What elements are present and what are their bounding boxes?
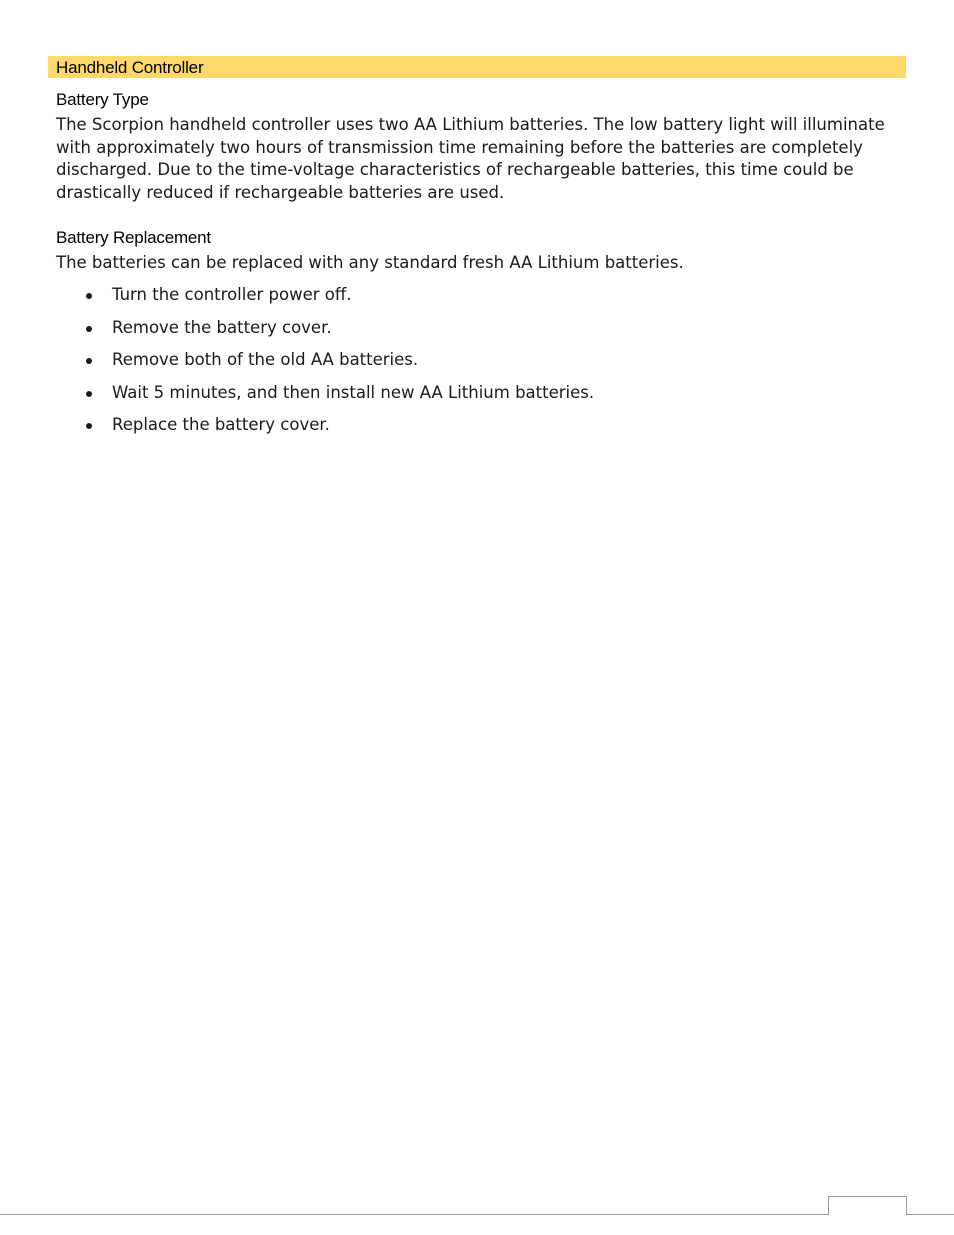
section-title: Handheld Controller: [56, 58, 204, 77]
footer-rule-left: [0, 1214, 828, 1215]
list-item-text: Remove both of the old AA batteries.: [112, 350, 419, 369]
battery-replacement-intro: The batteries can be replaced with any standard fresh AA Lithium batteries.: [56, 253, 684, 272]
bullet-icon: [86, 293, 92, 299]
battery-replacement-heading: Battery Replacement: [56, 228, 211, 247]
battery-type-paragraph: The Scorpion handheld controller uses two AA Lithium batteries. The low battery light will illuminate with approximately two hours of transmission time remaining before the batteries are completely discharged. Due to the time-voltage characteristics of rechargeable batteries, this time could be drastically reduced if rechargeable batteries are used.: [56, 115, 885, 202]
list-item-text: Replace the battery cover.: [112, 415, 330, 434]
bullet-icon: [86, 391, 92, 397]
bullet-icon: [86, 358, 92, 364]
section-header-bar: [48, 56, 906, 78]
list-item-text: Turn the controller power off.: [112, 285, 352, 304]
list-item-text: Remove the battery cover.: [112, 317, 332, 337]
bullet-icon: [86, 326, 92, 332]
page-number-box: [828, 1196, 907, 1215]
bullet-icon: [86, 423, 92, 429]
list-item-text: Wait 5 minutes, and then install new AA Lithium batteries.: [112, 382, 595, 402]
footer-rule-right: [906, 1214, 954, 1215]
battery-type-heading: Battery Type: [56, 90, 149, 109]
